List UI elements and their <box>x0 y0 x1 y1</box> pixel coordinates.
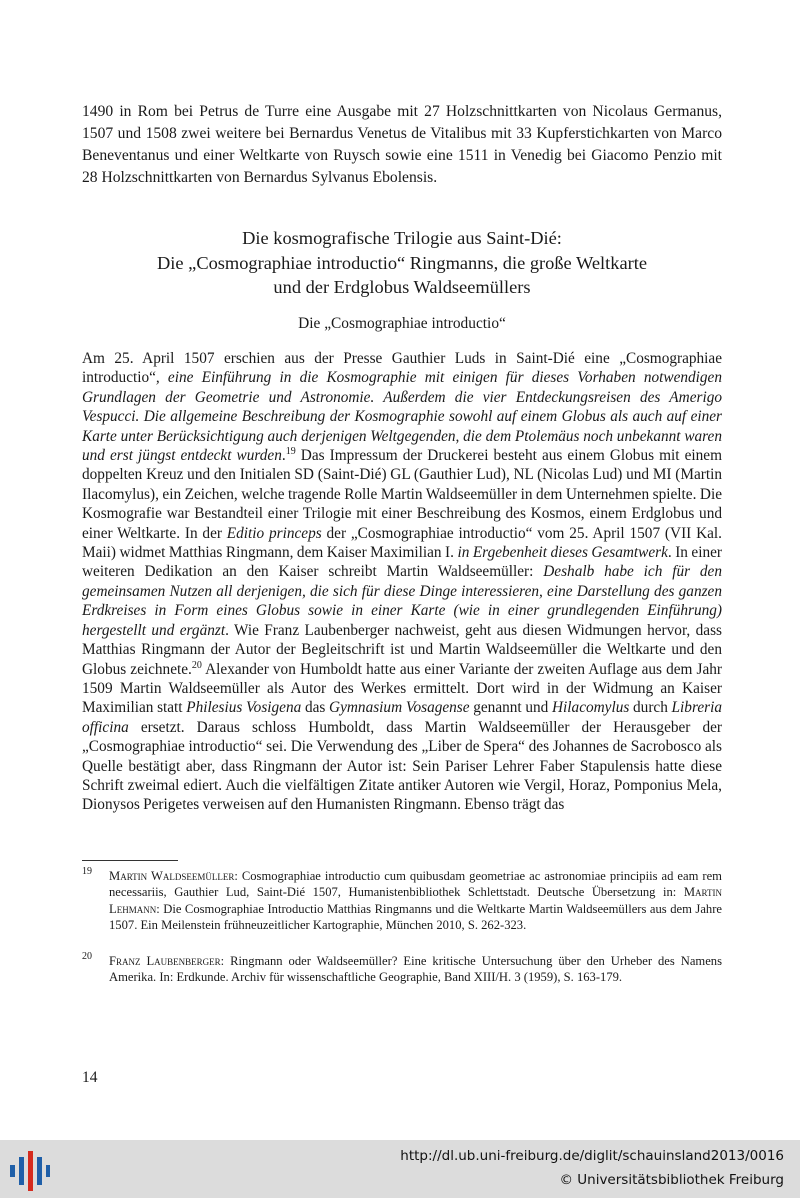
body-italic-segment: Hilacomylus <box>552 699 630 717</box>
section-heading-line-3: und der Erdglobus Waldseemüllers <box>273 277 531 297</box>
footnote-text-segment: : Die Cosmographiae Introductio Matthias Ringmanns und die Weltkarte Martin Waldseemüllers aus dem Jahre 1507. Ein Meilenstein frühneuzeitlicher Kartographie, München 2010, S. 262-323. <box>109 901 722 933</box>
footnote-number: 19 <box>82 866 92 877</box>
footnote-author: Martin Waldseemüller <box>109 869 235 883</box>
copyright-notice: © Universitätsbibliothek Freiburg <box>559 1172 784 1188</box>
body-italic-segment: Editio princeps <box>226 524 322 542</box>
footnote-author: Franz Laubenberger <box>109 954 221 968</box>
body-text-segment: das <box>301 699 330 717</box>
body-text-segment: Alexander von Humboldt hatte aus einer Variante der zweiten Auflage aus dem Jahr 1509 Martin Waldseemüller als Autor des Werkes ermittelt. Dort wird in der Widmung an Kaiser Maximilian statt <box>82 660 722 717</box>
body-paragraph <box>82 349 722 815</box>
footnote-text <box>109 953 722 986</box>
body-text-segment: . <box>281 447 286 465</box>
body-italic-segment: Philesius Vosigena <box>186 699 302 717</box>
body-italic-segment: , eine Einführung in die Kosmographie mit einigen für dieses Vorhaben notwendigen Grundlagen der Geometrie und Astronomie. Außerdem die vier Entdeckungsreisen des Amerigo Vespucci. Die allgemeine Beschreibung der Kosmographie sowohl auf einem Globus als auch auf einer Karte unter Berücksichtigung auch derjenigen Weltgegenden, die dem Ptolemäus noch unbekannt waren und erst jüngst entdeckt wurden <box>82 369 722 465</box>
body-italic-segment: in Ergebenheit dieses Gesamtwerk <box>457 544 668 562</box>
footnote-author: Martin Lehmann <box>109 885 722 916</box>
body-text-segment: Das Impressum der Druckerei besteht aus einem Globus mit einem doppelten Kreuz und den Initialen SD (Saint-Dié) GL (Gauthier Lud), NL (Nicolas Lud) und MI (Martin Ilacomylus), ein Zeichen, welche tragende Rolle Martin Waldseemüller in dem Unternehmen spielte. Die Kosmografie war Bestandteil einer Trilogie mit einer Beschreibung des Kosmos, einem Erdglobus und einer Weltkarte. In der <box>82 447 722 542</box>
intro-paragraph: 1490 in Rom bei Petrus de Turre eine Ausgabe mit 27 Holzschnittkarten von Nicolaus Germanus, 1507 und 1508 zwei weitere bei Bernardus Venetus de Vitalibus mit 33 Kupferstichkarten von Marco Beneventanus und einer Weltkarte von Ruysch sowie eine 1511 in Venedig bei Giacomo Penzio mit 28 Holzschnittkarten von Bernardus Sylvanus Ebolensis. <box>82 103 722 186</box>
page-number: 14 <box>82 1069 98 1086</box>
body-text-segment: genannt und <box>469 699 552 717</box>
footnote-reference-20[interactable]: 20 <box>191 659 202 671</box>
subsection-heading: Die „Cosmographiae introductio“ <box>298 315 506 332</box>
footnote-text-segment: : Cosmographiae introductio cum quibusdam geometriae ac astronomiae principiis ad eam rem necessariis, Gauthier Lud, Saint-Dié 1507, Humanistenbibliothek Schlettstadt. Deutsche Übersetzung in: <box>109 869 722 900</box>
body-text-segment: . Wie Franz Laubenberger nachweist, geht aus diesen Widmungen hervor, dass Matthias Ringmann der Autor der Begleitschrift ist und Martin Waldseemüller die Weltkarte und den Globus zeichnete. <box>82 621 722 678</box>
footnote-number: 20 <box>82 951 92 962</box>
footnote-19 <box>82 868 722 934</box>
permalink-url[interactable]: http://dl.ub.uni-freiburg.de/diglit/schauinsland2013/0016 <box>400 1148 784 1164</box>
university-library-logo-icon[interactable] <box>7 1148 51 1194</box>
body-text-segment: Am 25. April 1507 erschien aus der Presse Gauthier Luds in Saint-Dié eine „Cosmographiae introductio“ <box>82 350 722 387</box>
footnote-20 <box>82 953 722 986</box>
section-heading <box>82 226 722 300</box>
body-italic-segment: Gymnasium Vosagense <box>329 699 470 717</box>
section-heading-line-2: Die „Cosmographiae introductio“ Ringmanns, die große Weltkarte <box>157 252 647 273</box>
section-heading-line-1: Die kosmografische Trilogie aus Saint-Dié: <box>242 228 562 248</box>
body-text-segment: . In einer weiteren Dedikation an den Kaiser schreibt Martin Waldseemüller: <box>82 544 722 581</box>
footnote-text <box>109 868 722 934</box>
footnote-text-segment: : Ringmann oder Waldseemüller? Eine kritische Untersuchung über den Urheber des Namens Amerika. In: Erdkunde. Archiv für wissenschaftliche Geographie, Band XIII/H. 3 (1959), S. 163-179. <box>109 954 722 985</box>
body-italic-segment: Libreria officina <box>82 699 722 736</box>
body-text-segment: ersetzt. Daraus schloss Humboldt, dass Martin Waldseemüller der Herausgeber der „Cosmographiae introductio“ sei. Die Verwendung des „Liber de Spera“ des Johannes de Sacrobosco als Quelle bestätigt aber, dass Ringmann der Autor ist: Sein Pariser Lehrer Faber Stapulensis hatte diese Schrift zweimal ediert. Auch die vielfältigen Zitate antiker Autoren wie Vergil, Horaz, Pomponius Mela, Dionysos Perigetes verweisen auf den Humanisten Ringmann. Ebenso trägt das <box>82 718 722 814</box>
footnote-reference-19[interactable]: 19 <box>285 445 296 457</box>
body-text-segment: durch <box>629 699 672 717</box>
body-italic-segment: Deshalb habe ich für den gemeinsamen Nutzen all derjenigen, die sich für diese Dinge interessieren, eine Darstellung des ganzen Erdkreises in Form eines Globus sowie in einer Karte (wie in einer grundlegenden Einführung) hergestellt und ergänzt <box>82 563 722 639</box>
body-text-segment: der „Cosmographiae introductio“ vom 25. April 1507 (VII Kal. Maii) widmet Matthias Ringmann, dem Kaiser Maximilian I. <box>82 524 723 562</box>
footnote-divider <box>82 860 178 861</box>
viewer-footer <box>0 1140 800 1198</box>
